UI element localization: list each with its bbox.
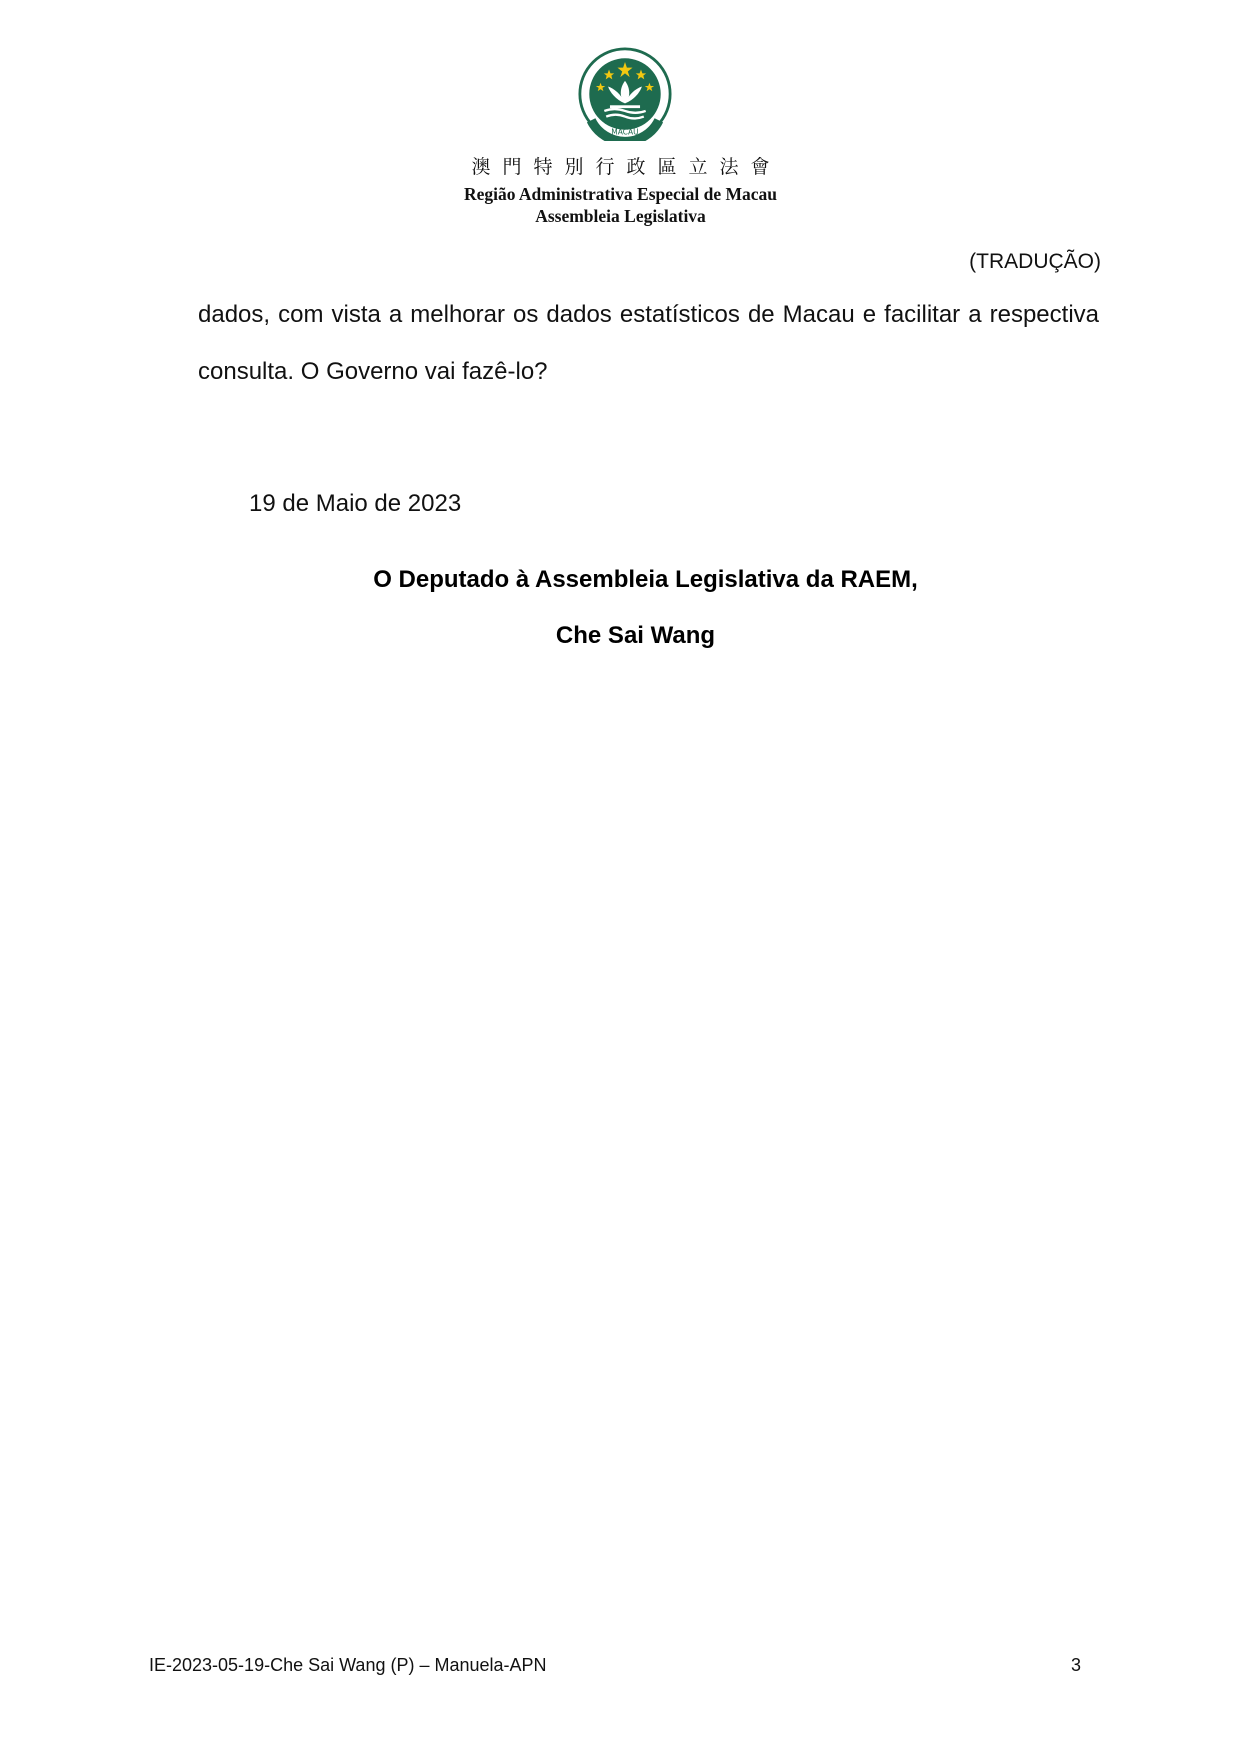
- svg-text:MACAU: MACAU: [611, 127, 639, 137]
- region-name: Região Administrativa Especial de Macau: [463, 184, 778, 204]
- assembly-name: Assembleia Legislativa: [535, 206, 706, 226]
- footer-reference: IE-2023-05-19-Che Sai Wang (P) – Manuela-APN: [149, 1655, 547, 1675]
- document-date: 19 de Maio de 2023: [249, 490, 462, 517]
- translation-tag: (TRADUÇÃO): [969, 250, 1101, 273]
- body-paragraph: dados, com vista a melhorar os dados estatísticos de Macau e facilitar a respectiva consulta. O Governo vai fazê-lo?: [198, 301, 1099, 385]
- page-number: 3: [1070, 1655, 1081, 1675]
- chinese-institution-title: 澳門特別行政區立法會: [471, 156, 782, 178]
- signatory-title: O Deputado à Assembleia Legislativa da RAEM,: [373, 566, 918, 593]
- macau-emblem-icon: [578, 47, 672, 141]
- signatory-name: Che Sai Wang: [555, 622, 716, 649]
